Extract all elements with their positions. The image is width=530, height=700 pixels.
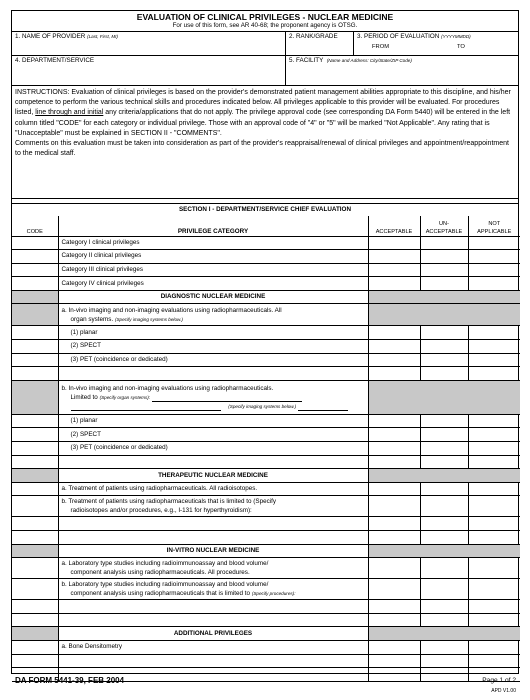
acceptable-cell[interactable]	[368, 340, 420, 354]
code-cell[interactable]	[12, 442, 58, 456]
acceptable-cell[interactable]	[368, 455, 420, 469]
acceptable-cell[interactable]	[368, 353, 420, 367]
acceptable-cell[interactable]	[368, 263, 420, 277]
table-row	[12, 236, 520, 250]
table-row	[12, 353, 520, 367]
unacceptable-cell[interactable]	[420, 482, 468, 496]
na-cell[interactable]	[468, 428, 520, 442]
diagnostic-a-pet: (3) PET (coincidence or dedicated)	[58, 353, 368, 367]
na-cell[interactable]	[468, 517, 520, 531]
diagnostic-b-pet: (3) PET (coincidence or dedicated)	[58, 442, 368, 456]
acceptable-cell[interactable]	[368, 428, 420, 442]
invitro-b	[58, 579, 368, 600]
na-cell[interactable]	[468, 250, 520, 264]
code-cell[interactable]	[12, 496, 58, 517]
unacceptable-cell[interactable]	[420, 531, 468, 545]
department-label: 4. DEPARTMENT/SERVICE	[15, 57, 95, 64]
na-cell[interactable]	[468, 442, 520, 456]
blank-cell[interactable]	[58, 531, 368, 545]
invitro-heading-row	[12, 544, 520, 558]
code-cell[interactable]	[12, 263, 58, 277]
therapeutic-b-line-2: radioisotopes and/or procedures, e.g., I-131 for hyperthyroidism):	[70, 507, 252, 515]
additional-title: ADDITIONAL PRIVILEGES	[58, 627, 368, 641]
diagnostic-a-spect: (2) SPECT	[58, 340, 368, 354]
invitro-a-line-1: a. Laboratory type studies including radioimmunoassay and blood volume/	[61, 560, 269, 568]
acceptable-cell[interactable]	[368, 668, 420, 682]
table-row	[12, 442, 520, 456]
evaluation-period-field[interactable]	[353, 31, 520, 55]
unacceptable-cell[interactable]	[420, 367, 468, 381]
unacceptable-cell[interactable]	[420, 428, 468, 442]
table-row	[12, 517, 520, 531]
additional-a: a. Bone Densitometry	[58, 640, 368, 654]
table-row	[12, 496, 520, 517]
therapeutic-heading-row	[12, 469, 520, 483]
category-2: Category II clinical privileges	[58, 250, 368, 264]
acceptable-cell[interactable]	[368, 579, 420, 600]
na-cell[interactable]	[468, 558, 520, 579]
na-cell[interactable]	[468, 654, 520, 668]
table-row	[12, 277, 520, 291]
na-cell[interactable]	[468, 263, 520, 277]
code-cell[interactable]	[12, 531, 58, 545]
code-cell[interactable]	[12, 277, 58, 291]
provider-name-hint: (Last, First, MI)	[87, 34, 118, 39]
blank-cell[interactable]	[58, 367, 368, 381]
acceptable-cell[interactable]	[368, 558, 420, 579]
form-number: DA FORM 5441-39, FEB 2004	[15, 676, 125, 685]
unacceptable-cell[interactable]	[420, 640, 468, 654]
table-row	[12, 579, 520, 600]
acceptable-cell[interactable]	[368, 613, 420, 627]
table-row	[12, 654, 520, 668]
code-cell[interactable]	[12, 654, 58, 668]
category-1: Category I clinical privileges	[58, 236, 368, 250]
col-acceptable-header: ACCEPTABLE	[368, 216, 420, 236]
na-cell[interactable]	[468, 340, 520, 354]
organ-systems-line-2[interactable]	[71, 410, 221, 411]
diagnostic-b-line-1: b. In-vivo imaging and non-imaging evaluations using radiopharmaceuticals.	[61, 384, 274, 392]
invitro-a	[58, 558, 368, 579]
invitro-title: IN-VITRO NUCLEAR MEDICINE	[58, 544, 368, 558]
unacceptable-line-2: ACCEPTABLE	[425, 228, 463, 235]
table-row	[12, 326, 520, 340]
department-row	[12, 55, 518, 86]
blank-cell[interactable]	[58, 517, 368, 531]
diagnostic-a-hint: (Specify imaging systems below.)	[114, 316, 183, 322]
instructions-text-1b: any criteria/applications that do not apply. The privilege approval code (see corresponding DA Form 5440) will be entered in the left column titled "CODE" for each category or individual privilege. Those with an approval code of "4" or "5" will be marked "Not Applicable". Any rating that is "Unacceptable" must be explained in SECTION II - "COMMENTS".	[15, 109, 511, 137]
identity-row	[12, 31, 518, 56]
rank-grade-label: 2. RANK/GRADE	[289, 33, 338, 40]
diagnostic-b-line-2: Limited to	[70, 393, 98, 401]
provider-name-label: 1. NAME OF PROVIDER	[15, 33, 86, 40]
code-cell[interactable]	[12, 579, 58, 600]
provider-name-field[interactable]	[12, 31, 285, 55]
code-cell[interactable]	[12, 613, 58, 627]
table-row	[12, 428, 520, 442]
code-cell[interactable]	[12, 414, 58, 428]
table-row	[12, 380, 520, 414]
blank-cell[interactable]	[58, 613, 368, 627]
unacceptable-cell[interactable]	[420, 442, 468, 456]
unacceptable-cell[interactable]	[420, 326, 468, 340]
diagnostic-b-hint-2: (Specify imaging systems below.)	[228, 403, 297, 409]
acceptable-cell[interactable]	[368, 496, 420, 517]
col-na-header	[468, 216, 520, 236]
category-4: Category IV clinical privileges	[58, 277, 368, 291]
unacceptable-cell[interactable]	[420, 414, 468, 428]
acceptable-cell[interactable]	[368, 654, 420, 668]
blank-cell[interactable]	[58, 600, 368, 614]
na-cell[interactable]	[468, 236, 520, 250]
unacceptable-cell[interactable]	[420, 353, 468, 367]
unacceptable-line-1: UN-	[439, 220, 449, 227]
instructions-block	[12, 85, 518, 199]
therapeutic-b-line-1: b. Treatment of patients using radiopharmaceuticals that is limited to (Specify	[61, 498, 277, 506]
na-cell[interactable]	[468, 600, 520, 614]
table-row	[12, 367, 520, 381]
invitro-a-line-2: component analysis using radiopharmaceuticals. All procedures.	[70, 569, 250, 577]
table-row	[12, 250, 520, 264]
table-row	[12, 558, 520, 579]
department-field[interactable]	[12, 55, 285, 85]
table-row	[12, 531, 520, 545]
na-cell[interactable]	[468, 496, 520, 517]
acceptable-cell[interactable]	[368, 414, 420, 428]
diagnostic-b-planar: (1) planar	[58, 414, 368, 428]
na-cell[interactable]	[468, 531, 520, 545]
code-cell[interactable]	[12, 640, 58, 654]
code-cell[interactable]	[12, 558, 58, 579]
diagnostic-heading-row	[12, 290, 520, 304]
organ-systems-line-3[interactable]	[298, 410, 348, 411]
blank-cell[interactable]	[58, 455, 368, 469]
code-cell[interactable]	[12, 367, 58, 381]
na-cell[interactable]	[468, 579, 520, 600]
table-row	[12, 613, 520, 627]
invitro-b-line-1: b. Laboratory type studies including radioimmunoassay and blood volume/	[61, 581, 269, 589]
code-cell[interactable]	[12, 600, 58, 614]
na-cell[interactable]	[468, 277, 520, 291]
acceptable-cell[interactable]	[368, 442, 420, 456]
period-from-label: FROM	[372, 44, 390, 50]
privilege-table	[12, 216, 520, 682]
table-row	[12, 482, 520, 496]
acceptable-cell[interactable]	[368, 517, 420, 531]
na-cell[interactable]	[468, 455, 520, 469]
form-title: EVALUATION OF CLINICAL PRIVILEGES - NUCLEAR MEDICINE	[136, 12, 394, 22]
unacceptable-cell[interactable]	[420, 579, 468, 600]
unacceptable-cell[interactable]	[420, 668, 468, 682]
therapeutic-a: a. Treatment of patients using radiopharmaceuticals. All radioisotopes.	[58, 482, 368, 496]
diagnostic-title: DIAGNOSTIC NUCLEAR MEDICINE	[58, 290, 368, 304]
na-cell[interactable]	[468, 482, 520, 496]
acceptable-cell[interactable]	[368, 482, 420, 496]
code-cell[interactable]	[12, 236, 58, 250]
code-cell[interactable]	[12, 250, 58, 264]
unacceptable-cell[interactable]	[420, 236, 468, 250]
period-to-label: TO	[457, 44, 465, 50]
col-code-header: CODE	[12, 216, 58, 236]
table-header-row	[12, 216, 520, 236]
period-hint: (YYYYMMDD)	[441, 34, 471, 39]
facility-field[interactable]	[285, 55, 520, 85]
facility-label: 5. FACILITY	[289, 57, 324, 64]
diagnostic-b-spect: (2) SPECT	[58, 428, 368, 442]
acceptable-cell[interactable]	[368, 236, 420, 250]
na-line-2: APPLICABLE	[477, 228, 512, 235]
code-cell[interactable]	[12, 353, 58, 367]
period-label: 3. PERIOD OF EVALUATION	[357, 33, 440, 40]
instructions-text-2: Comments on this evaluation must be taken into consideration as part of the provider's reappraisal/renewal of clinical privileges and appointment/reappointment to the medical staff.	[15, 140, 509, 158]
unacceptable-cell[interactable]	[420, 250, 468, 264]
diagnostic-b-hint: (Specify organ systems):	[99, 394, 151, 400]
acceptable-cell[interactable]	[368, 326, 420, 340]
therapeutic-b	[58, 496, 368, 517]
na-cell[interactable]	[468, 367, 520, 381]
col-unacceptable-header	[420, 216, 468, 236]
unacceptable-cell[interactable]	[420, 558, 468, 579]
therapeutic-title: THERAPEUTIC NUCLEAR MEDICINE	[58, 469, 368, 483]
table-row	[12, 455, 520, 469]
unacceptable-cell[interactable]	[420, 340, 468, 354]
diagnostic-a-line-2: organ systems.	[70, 315, 114, 323]
diagnostic-a	[58, 304, 368, 326]
organ-systems-line[interactable]	[152, 401, 302, 402]
instructions-underlined: line through and initial	[35, 109, 104, 117]
code-cell[interactable]	[12, 326, 58, 340]
table-row	[12, 340, 520, 354]
diagnostic-b	[58, 380, 368, 414]
section-1-title: SECTION I - DEPARTMENT/SERVICE CHIEF EVALUATION	[12, 203, 518, 216]
na-cell[interactable]	[468, 353, 520, 367]
unacceptable-cell[interactable]	[420, 654, 468, 668]
na-line-1: NOT	[488, 220, 501, 227]
na-cell[interactable]	[468, 414, 520, 428]
facility-hint: (Name and Address: City/State/ZIP Code)	[326, 58, 412, 63]
code-cell[interactable]	[12, 482, 58, 496]
instructions-text-1: INSTRUCTIONS: Evaluation of clinical privileges is based on the provider's demonstrated patient management abilities appropriate to this discipline, and his/her competence to perform the various technical skills and procedures indicated below. All privileges applicable to this provider will be evaluated. For procedures listed,	[15, 89, 511, 117]
unacceptable-cell[interactable]	[420, 455, 468, 469]
col-category-header: PRIVILEGE CATEGORY	[58, 216, 368, 236]
acceptable-cell[interactable]	[368, 367, 420, 381]
unacceptable-cell[interactable]	[420, 600, 468, 614]
code-cell[interactable]	[12, 455, 58, 469]
invitro-b-hint: (Specify procedures):	[251, 591, 296, 597]
form-frame	[11, 10, 519, 674]
unacceptable-cell[interactable]	[420, 277, 468, 291]
code-cell[interactable]	[12, 428, 58, 442]
additional-heading-row	[12, 627, 520, 641]
na-cell[interactable]	[468, 640, 520, 654]
rank-grade-field[interactable]	[285, 31, 353, 55]
na-cell[interactable]	[468, 326, 520, 340]
table-row	[12, 304, 520, 326]
diagnostic-a-line-1: a. In-vivo imaging and non-imaging evaluations using radiopharmaceuticals. All	[61, 306, 282, 314]
page-number: Page 1 of 2	[482, 677, 516, 684]
category-3: Category III clinical privileges	[58, 263, 368, 277]
unacceptable-cell[interactable]	[420, 517, 468, 531]
acceptable-cell[interactable]	[368, 250, 420, 264]
code-cell[interactable]	[12, 340, 58, 354]
unacceptable-cell[interactable]	[420, 263, 468, 277]
table-row	[12, 640, 520, 654]
apd-version: APD V1.00	[491, 688, 516, 694]
acceptable-cell[interactable]	[368, 277, 420, 291]
unacceptable-cell[interactable]	[420, 496, 468, 517]
code-cell[interactable]	[12, 517, 58, 531]
table-row	[12, 263, 520, 277]
acceptable-cell[interactable]	[368, 600, 420, 614]
unacceptable-cell[interactable]	[420, 613, 468, 627]
acceptable-cell[interactable]	[368, 531, 420, 545]
diagnostic-a-planar: (1) planar	[58, 326, 368, 340]
blank-cell[interactable]	[58, 654, 368, 668]
table-row	[12, 414, 520, 428]
acceptable-cell[interactable]	[368, 640, 420, 654]
form-header	[12, 11, 518, 32]
table-row	[12, 600, 520, 614]
form-subtitle: For use of this form, see AR 40-68; the proponent agency is OTSG.	[172, 22, 358, 29]
na-cell[interactable]	[468, 613, 520, 627]
invitro-b-line-2: component analysis using radiopharmaceuticals that is limited to	[70, 590, 251, 598]
